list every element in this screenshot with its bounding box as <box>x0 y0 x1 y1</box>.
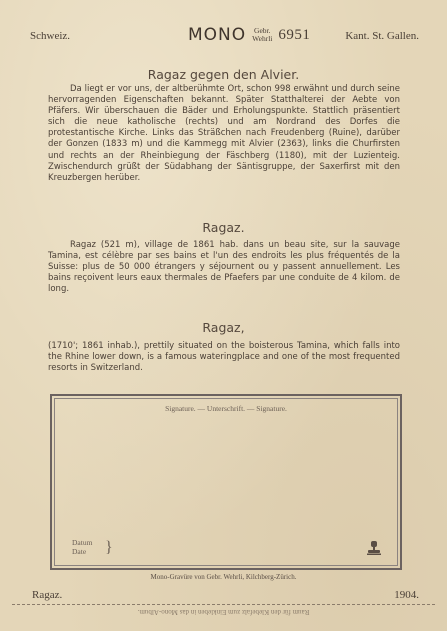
french-title: Ragaz. <box>202 220 245 235</box>
album-fold-note: Raum für den Klebefalz zum Einkleben in das Mono-Album. <box>137 608 310 616</box>
header <box>30 25 419 51</box>
brand-block <box>188 25 310 45</box>
german-title: Ragaz gegen den Alvier. <box>147 67 300 82</box>
signature-label: Signature. — Unterschrift. — Signature. <box>165 404 287 413</box>
footer-year: 1904. <box>394 589 419 601</box>
fold-line <box>12 604 435 605</box>
print-credit: Mono-Gravüre von Gebr. Wehrli, Kilchberg-Zürich. <box>150 573 297 581</box>
date-label <box>72 538 92 556</box>
canton-label: Kant. St. Gallen. <box>345 30 419 42</box>
brand-name: MONO <box>188 25 247 45</box>
stamp-icon <box>366 540 382 556</box>
german-text: Da liegt er vor uns, der altberühmte Ort, schon 998 erwähnt und durch seine hervorragenden Eigenschaften bekannt. Später Statthalterei der Aebte von Pfäfers. Wir überschauen die Bäder und Erholungspunkte. Stattlich präsentiert sich die neue katholische (rechts) und am Nordrand des Dorfes die protestantische Kirche. Links das Sträßchen nach Freudenberg (Ruine), darüber der Gonzen (1833 m) und die Kammegg mit Alvier (2363), links die Churfirsten und rechts an der Rheinbiegung der Fäschberg (1180), mit der Luzienteig. Zwischendurch grüßt der Südabhang der Säntisgruppe, der Saxerfirst mit den Kreuzbergen herüber. <box>48 84 400 183</box>
date-en-label: Date <box>72 547 87 556</box>
footer-place: Ragaz. <box>32 589 63 601</box>
french-text: Ragaz (521 m), village de 1861 hab. dans un beau site, sur la sauvage Tamina, est célèbre par ses bains et l'un des endroits les plus fréquentés de la Suisse: plus de 50 000 étrangers y séjournent ou y passent annuellement. Les bains reçoivent leurs eaux thermales de Pfaefers par une conduite de 4 kilom. de long. <box>48 240 400 295</box>
brand-publisher <box>252 27 272 43</box>
english-title: Ragaz, <box>202 320 245 335</box>
country-label: Schweiz. <box>30 30 71 42</box>
brand-sub-2: Wehrli <box>252 34 273 43</box>
date-brace: } <box>105 539 113 556</box>
english-text: (1710'; 1861 inhab.), prettily situated on the boisterous Tamina, which falls into the Rhine lower down, is a famous wateringplace and one of the most frequented resorts in Switzerland. <box>48 341 400 374</box>
datum-label: Datum <box>72 538 93 547</box>
signature-box <box>50 394 402 570</box>
brand-sub-1: Gebr. <box>254 26 271 35</box>
card-number: 6951 <box>278 26 311 43</box>
